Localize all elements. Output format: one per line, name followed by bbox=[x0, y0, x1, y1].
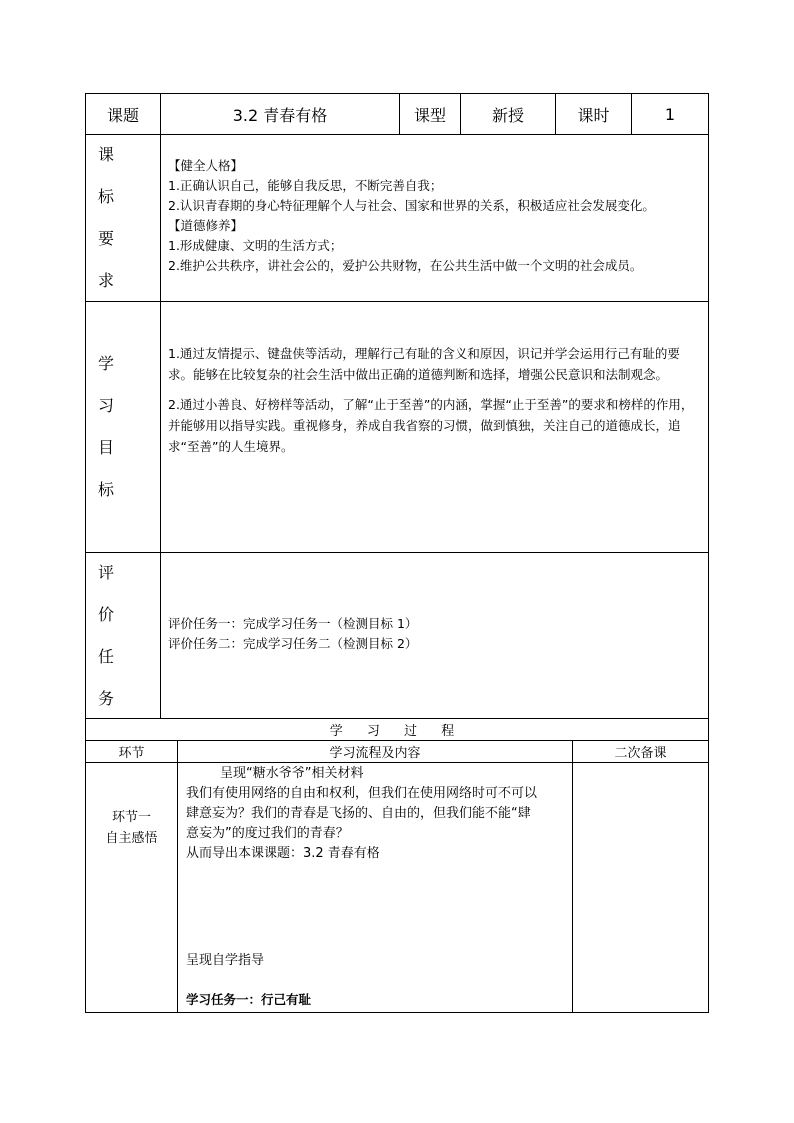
evaluation-content bbox=[168, 614, 704, 654]
evaluation-line: 评价任务一：完成学习任务一（检测目标 1） bbox=[168, 616, 418, 631]
content-line: 从而导出本课课题：3.2 青春有格 bbox=[186, 846, 380, 861]
rule bbox=[85, 1012, 709, 1013]
standards-label bbox=[86, 135, 160, 301]
objectives-label-line1: 学 习 bbox=[98, 354, 127, 415]
col-header-stage: 环节 bbox=[118, 746, 145, 761]
rule bbox=[85, 301, 709, 302]
lesson-type-label: 课型 bbox=[413, 105, 446, 125]
objective-paragraph: 1.通过友情提示、键盘侠等活动，理解行己有耻的含义和原因，识记并学会运用行己有耻的要求。能够在比较复杂的社会生活中做出正确的道德判断和选择，增强公民意识和法制观念。 bbox=[168, 346, 680, 382]
lesson-type-value: 新授 bbox=[491, 105, 524, 125]
standards-line: 2.认识青春期的身心特征理解个人与社会、国家和世界的关系，积极适应社会发展变化。 bbox=[168, 198, 655, 213]
objectives-label bbox=[86, 302, 160, 552]
evaluation-line: 评价任务二：完成学习任务二（检测目标 2） bbox=[168, 636, 418, 651]
stage-cell bbox=[86, 807, 177, 849]
standards-line: 【道德修养】 bbox=[168, 218, 244, 233]
evaluation-label bbox=[86, 553, 160, 718]
content-line: 我们有使用网络的自由和权利，但我们在使用网络时可不可以 bbox=[186, 786, 538, 801]
material-intro: 呈现“糖水爷爷”相关材料 bbox=[220, 766, 364, 781]
evaluation-label-line2: 任 务 bbox=[98, 646, 127, 708]
standards-label-line2: 要 求 bbox=[98, 229, 127, 290]
standards-line: 1.形成健康、文明的生活方式； bbox=[168, 238, 343, 253]
content-line: 意妄为”的度过我们的青春？ bbox=[186, 826, 349, 841]
rule bbox=[177, 740, 178, 1012]
col-header-content: 学习流程及内容 bbox=[329, 746, 421, 761]
self-study-guide: 呈现自学指导 bbox=[186, 953, 265, 968]
standards-line: 【健全人格】 bbox=[168, 158, 244, 173]
objective-paragraph: 2.通过小善良、好榜样等活动，了解“止于至善”的内涵，掌握“止于至善”的要求和榜样的作用，并能够用以指导实践。重视修身，养成自我省察的习惯，做到慎独，关注自己的道德成长，追求“至善”的人生境界。 bbox=[168, 397, 694, 454]
process-content bbox=[186, 764, 570, 864]
rule bbox=[85, 552, 709, 553]
rule bbox=[160, 93, 161, 718]
standards-content bbox=[168, 156, 708, 276]
evaluation-label-line1: 评 价 bbox=[98, 562, 127, 624]
stage-subtitle: 自主感悟 bbox=[105, 831, 158, 846]
standards-line: 2.维护公共秩序，讲社会公的，爱护公共财物，在公共生活中做一个文明的社会成员。 bbox=[168, 258, 643, 273]
objectives-content bbox=[168, 343, 704, 457]
stage-name: 环节一 bbox=[111, 810, 151, 825]
class-hours-value: 1 bbox=[664, 104, 676, 124]
objectives-label-line2: 目 标 bbox=[98, 438, 127, 499]
rule bbox=[708, 93, 709, 1013]
learning-task-1: 学习任务一：行己有耻 bbox=[186, 992, 312, 1007]
content-line: 肆意妄为？我们的青春是飞扬的、自由的，但我们能不能“肆 bbox=[186, 806, 531, 821]
rule bbox=[85, 134, 709, 135]
topic-label: 课题 bbox=[106, 105, 139, 125]
rule bbox=[572, 740, 573, 1012]
rule bbox=[85, 762, 709, 763]
process-title: 学 习 过 程 bbox=[329, 724, 465, 739]
class-hours-label: 课时 bbox=[577, 105, 610, 125]
col-header-notes: 二次备课 bbox=[614, 746, 667, 761]
topic-value: 3.2 青春有格 bbox=[232, 105, 328, 125]
standards-label-line1: 课 标 bbox=[98, 145, 127, 206]
standards-line: 1.正确认识自己，能够自我反思，不断完善自我； bbox=[168, 178, 443, 193]
